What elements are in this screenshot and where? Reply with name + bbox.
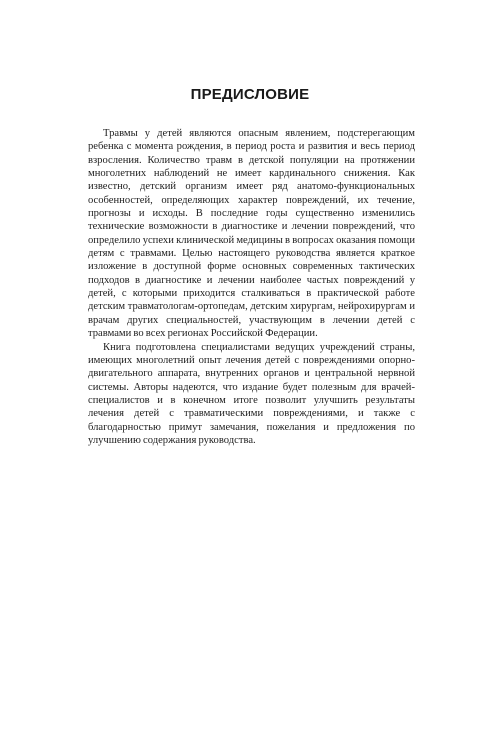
page-title: ПРЕДИСЛОВИЕ bbox=[190, 86, 310, 103]
preface-text bbox=[88, 127, 415, 447]
paragraph-1: Травмы у детей являются опасным явлением, подстерегающим ребенка с момента рождения, в период роста и развития и весь период взросления. Количество травм в детской популяции на протяжении многолетних наблюдений не имеет кардинального снижения. Как известно, детский организм имеет ряд анатомо-функциональных особенностей, определяющих характер повреждений, их течение, прогнозы и исходы. В последние годы существенно изменились технические возможности в диагностике и лечении повреждений, что определило успехи клинической медицины в вопросах оказания помощи детям с травмами. Целью настоящего руководства является краткое изложение в доступной форме основных современных тактических подходов в диагностике и лечении наиболее частых повреждений у детей, с которыми приходится сталкиваться в практической работе детским травматологам-ортопедам, детским хирургам, нейрохирургам и врачам других специальностей, участвующим в лечении детей с травмами во всех регионах Российской Федерации. bbox=[88, 128, 415, 340]
paragraph-2: Книга подготовлена специалистами ведущих учреждений страны, имеющих многолетний опыт лечения детей с повреждениями опорно-двигательного аппарата, внутренних органов и центральной нервной системы. Авторы надеются, что издание будет полезным для врачей-специалистов и в конечном итоге позволит улучшить результаты лечения детей с травматическими повреждениями, и также с благодарностью примут замечания, пожелания и предложения по улучшению содержания руководства. bbox=[88, 341, 415, 446]
